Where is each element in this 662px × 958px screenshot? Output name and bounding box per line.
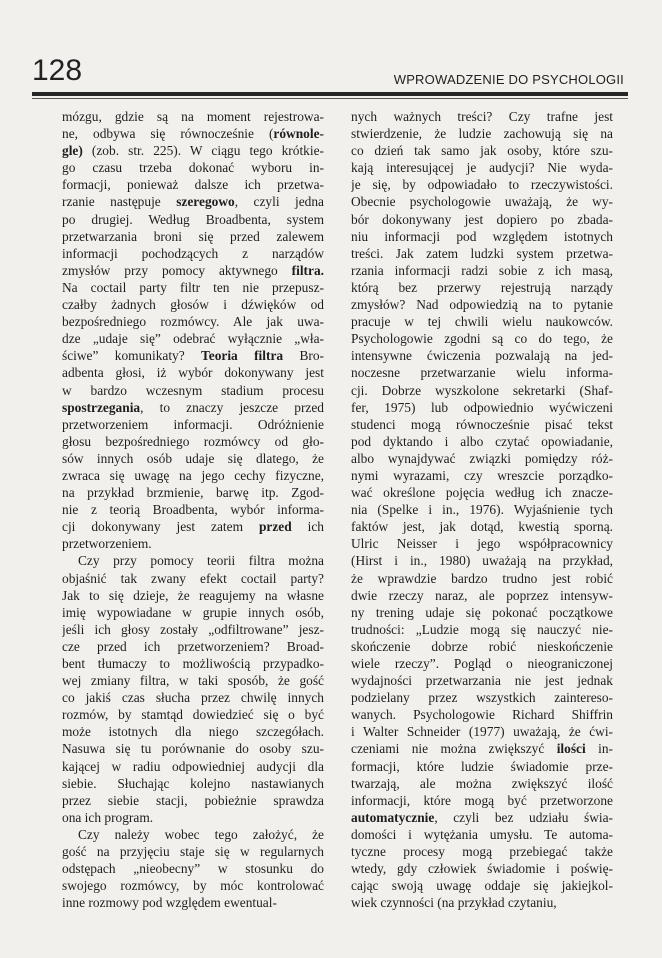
paragraph <box>351 108 613 911</box>
text-line: pracuje w tej chwili wielu naukowców. <box>351 314 613 330</box>
text-line: odstępach „nieobecny” w stosunku do <box>62 861 324 877</box>
text-line: twarzają, ale można zwiększyć ilość <box>351 775 613 791</box>
text-line: nia (Spelke i in., 1976). Wyjaśnienie tych <box>351 502 613 518</box>
text-line: fer, 1975) lub odpowiednio wyćwiczeni <box>351 399 613 415</box>
text-line: nymi wyrazami, czy wreszcie porządko- <box>351 467 613 483</box>
text-line: Na coctail party filtr ten nie przepusz- <box>62 279 324 295</box>
text-line: cji dokonywany jest zatem przed ich <box>62 519 324 535</box>
text-line: sów innych osób udaje się dlatego, że <box>62 450 324 466</box>
text-line: Nasuwa się tu porównanie do osoby szu- <box>62 741 324 757</box>
text-line: gość na przyjęciu staje się w regularnych <box>62 844 324 860</box>
paragraph <box>62 552 324 826</box>
text-line: zmysłów? Nad odpowiedzią na to pytanie <box>351 297 613 313</box>
text-line: go czasu trzeba dokonać wyboru in- <box>62 160 324 176</box>
text-line: nie z teorią Broadbenta, wybór informa- <box>62 502 324 518</box>
text-line: cając swoją uwagę oddaje się jakiejkol- <box>351 878 613 894</box>
text-line: objaśnić tak zwany efekt coctail party? <box>62 570 324 586</box>
text-line: którą bez przerwy rejestrują narządy <box>351 279 613 295</box>
running-head: WPROWADZENIE DO PSYCHOLOGII <box>393 72 624 87</box>
text-line: je się, by odpowiadało to rzeczywistości. <box>351 177 613 193</box>
text-line: noczesne przetwarzanie wielu informa- <box>351 365 613 381</box>
text-line: Psychologowie zgodni są co do tego, że <box>351 331 613 347</box>
text-line: (Hirst i in., 1980) uważają na przykład, <box>351 553 613 569</box>
text-line: formacji, ponieważ dalsze ich przetwa- <box>62 177 324 193</box>
text-line: siebie. Słuchając kolejno nastawianych <box>62 775 324 791</box>
text-line: wej zmiany filtra, w taki sposób, że gość <box>62 673 324 689</box>
text-line: informacji pochodzących z narządów <box>62 245 324 261</box>
text-line: na przykład brzmienie, barwę itp. Zgod- <box>62 485 324 501</box>
text-line: wać określone pojęcia według ich znacze- <box>351 485 613 501</box>
text-line: czeniami nie można zwiększyć ilości in- <box>351 741 613 757</box>
text-line: i Walter Schneider (1977) uważają, że ćwi- <box>351 724 613 740</box>
text-line: ona ich program. <box>62 809 154 825</box>
text-line: skończenie dobrze robić nieskończenie <box>351 638 613 654</box>
text-line: po drugiej. Według Broadbenta, system <box>62 211 324 227</box>
text-line: gle) (zob. str. 225). W ciągu tego krótkie- <box>62 143 324 159</box>
text-line: Czy należy wobec tego założyć, że <box>78 826 324 842</box>
text-line: imię wypowiadane w grupie innych osób, <box>62 604 324 620</box>
text-line: kają interesującej je audycji? Nie wyda- <box>351 160 613 176</box>
text-line: dze „udaje się” odebrać wyłącznie „wła- <box>62 331 324 347</box>
text-line: rzania informacji radzi sobie z ich masą, <box>351 262 613 278</box>
text-line: czałby żadnych głosów i dźwięków od <box>62 297 324 313</box>
text-line: co dzień tak samo jak osoby, które szu- <box>351 143 613 159</box>
text-line: nych ważnych treści? Czy trafne jest <box>351 109 613 124</box>
text-line: kającej w radiu odpowiedniej audycji dla <box>62 758 324 774</box>
text-line: w bardzo wczesnym stadium procesu <box>62 382 324 398</box>
paragraph <box>62 108 324 552</box>
text-line: formacji, które ludzie świadomie prze- <box>351 758 613 774</box>
text-line: tyczne procesy mogą przebiegać także <box>351 844 613 860</box>
text-line: faktów jest, jak dotąd, kwestią sporną. <box>351 519 613 535</box>
text-line: Ulric Neisser i jego współpracownicy <box>351 536 613 552</box>
text-line: trudności: „Ludzie mogą się nauczyć nie- <box>351 621 613 637</box>
text-line: wtedy, gdy człowiek świadomie i poświę- <box>351 861 613 877</box>
page-number: 128 <box>32 54 83 87</box>
text-line: dwie rzeczy naraz, ale poprzez intensyw- <box>351 587 613 603</box>
text-line: przez siebie stacji, pobieżnie sprawdza <box>62 792 324 808</box>
text-line: jeśli ich głosy zostały „odfiltrowane” jesz- <box>62 621 324 637</box>
text-line: wydajności przetwarzania nie jest jednak <box>351 673 613 689</box>
text-line: przetworzeniem informacji. Odróżnienie <box>62 416 324 432</box>
right-text-column <box>351 108 613 911</box>
text-line: ściwe” komunikaty? Teoria filtra Bro- <box>62 348 324 364</box>
text-line: rozmów, by stamtąd dowiedzieć się o być <box>62 707 324 723</box>
text-line: Czy przy pomocy teorii filtra można <box>78 553 324 569</box>
text-line: wanych. Psychologowie Richard Shiffrin <box>351 707 613 723</box>
text-line: domości i wytężania umysłu. Te automa- <box>351 826 613 842</box>
text-line: rzanie następuje szeregowo, czyli jedna <box>62 194 324 210</box>
text-line: bent tłumaczy to możliwością przypadko- <box>62 656 324 671</box>
text-line: swojego rozmówcy, by móc kontrolować <box>62 878 324 894</box>
text-line: adbenta głosi, iż wybór dokonywany jest <box>62 365 324 381</box>
text-line: wiele rzeczy”. Pogląd o nieograniczonej <box>351 656 613 671</box>
text-line: treści. Jak zatem ludzki system przetwa- <box>351 245 613 261</box>
text-line: co jakiś czas słucha przez chwilę innych <box>62 690 324 706</box>
text-line: intensywne ćwiczenia pozwalają na jed- <box>351 348 613 364</box>
text-line: przetwarzania broni się przed zalewem <box>62 228 324 244</box>
text-line: cji. Dobrze wyszkolone sekretarki (Shaf- <box>351 382 613 398</box>
text-line: bezpośredniego rozmówcy. Ale jak uwa- <box>62 314 324 330</box>
text-line: inne rozmowy pod względem ewentual- <box>62 895 277 911</box>
text-line: studenci mogą równocześnie pisać tekst <box>351 416 613 432</box>
text-line: podzielany przez wszystkich zaintereso- <box>351 690 613 706</box>
text-line: niu informacji pod względem istotnych <box>351 228 613 244</box>
header-rule-thick <box>32 92 628 96</box>
text-line: Obecnie psychologowie uważają, że wy- <box>351 194 613 210</box>
text-line: informacji, które mogą być przetworzone <box>351 792 613 808</box>
text-line: cze przed ich przetworzeniem? Broad- <box>62 638 324 654</box>
text-line: że wprawdzie bardzo trudno jest robić <box>351 570 613 586</box>
text-line: spostrzegania, to znaczy jeszcze przed <box>62 399 324 415</box>
paragraph <box>62 826 324 911</box>
text-line: zmysłów przy pomocy aktywnego filtra. <box>62 262 324 278</box>
text-line: bór dokonywany jest dopiero po zbada- <box>351 211 613 227</box>
text-line: może istotnych dla niego szczegółach. <box>62 724 324 740</box>
text-line: automatycznie, czyli bez udziału świa- <box>351 809 613 825</box>
text-line: Jak to się dzieje, że reagujemy na własne <box>62 587 324 603</box>
header-rule-thin <box>32 98 628 99</box>
text-line: pod dyktando i albo czytać opowiadanie, <box>351 433 613 449</box>
text-line: stwierdzenie, że ludzie zachowują się na <box>351 126 613 142</box>
text-line: zwraca się uwagę na jego cechy fizyczne, <box>62 467 324 483</box>
text-line: wiek czynności (na przykład czytaniu, <box>351 895 557 911</box>
text-line: głosu bezpośredniego rozmówcy od gło- <box>62 433 324 449</box>
text-line: przetworzeniem. <box>62 536 152 552</box>
text-line: ny trening udaje się pokonać początkowe <box>351 604 613 620</box>
text-line: albo wynajdywać związki pomiędzy róż- <box>351 450 613 466</box>
text-line: mózgu, gdzie są na moment rejestrowa- <box>62 109 324 124</box>
text-line: ne, odbywa się równocześnie (równole- <box>62 126 324 142</box>
left-text-column <box>62 108 324 911</box>
